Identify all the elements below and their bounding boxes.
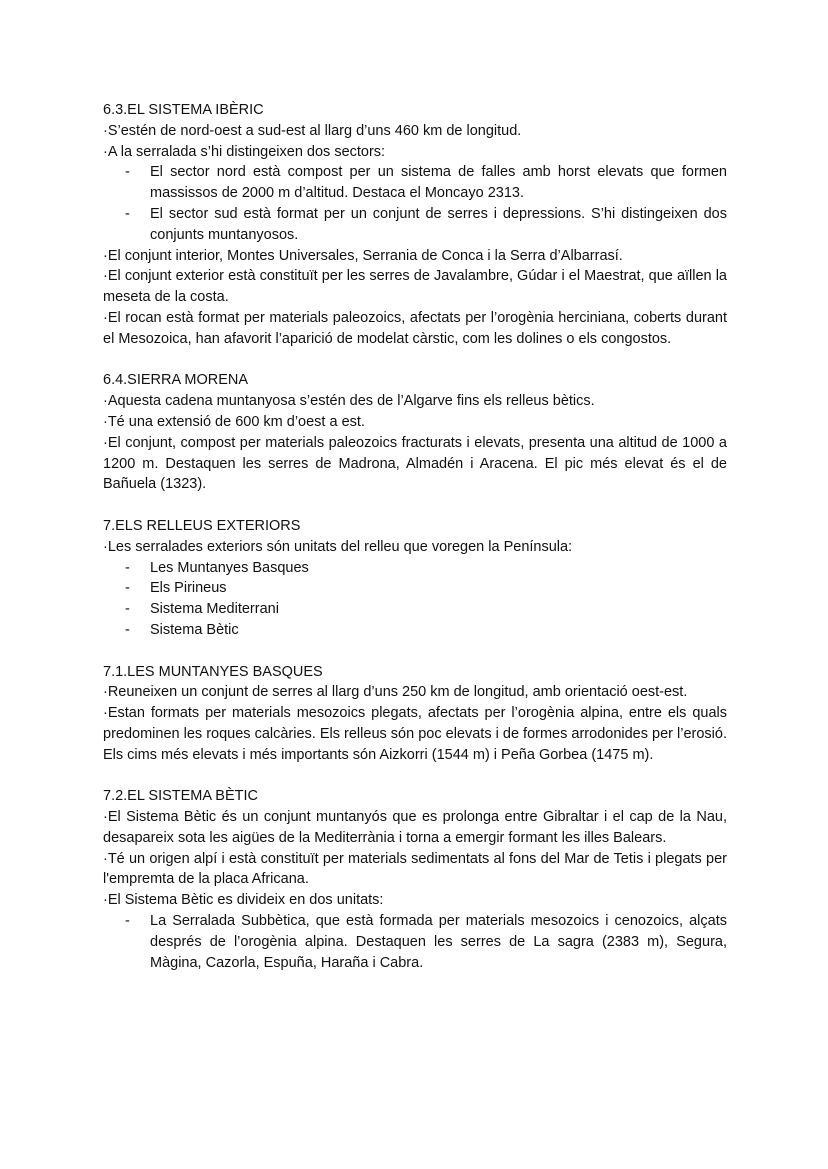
section-heading: 6.4.SIERRA MORENA <box>103 372 249 389</box>
paragraph: ·A la serralada s’hi distingeixen dos sectors: <box>103 143 386 160</box>
section-sistema-iberic <box>103 100 727 350</box>
list-item <box>103 599 727 620</box>
list-item <box>103 578 727 599</box>
list-item-text: El sector nord està compost per un sistema de falles amb horst elevats que formen massissos de 2000 m d’altitud. Destaca el Moncayo 2313. <box>150 164 727 202</box>
paragraph: ·El rocan està format per materials paleozoics, afectats per l’orogènia herciniana, coberts durant el Mesozoica, han afavorit l’aparició de modelat càrstic, com les dolines o els congostos. <box>103 309 727 347</box>
section-heading: 6.3.EL SISTEMA IBÈRIC <box>103 102 264 118</box>
paragraph: ·S’estén de nord-oest a sud-est al llarg d’uns 460 km de longitud. <box>103 122 522 139</box>
list-item <box>103 620 727 641</box>
list-item <box>103 558 727 579</box>
paragraph: ·Aquesta cadena muntanyosa s’estén des de l’Algarve fins els relleus bètics. <box>103 393 595 410</box>
section-relleus-exteriors <box>103 516 727 641</box>
paragraph: ·El Sistema Bètic es divideix en dos unitats: <box>103 892 384 909</box>
dash-bullet: - <box>125 913 130 930</box>
list-item-text: Les Muntanyes Basques <box>150 559 309 576</box>
section-sierra-morena <box>103 370 727 495</box>
section-heading: 7.2.EL SISTEMA BÈTIC <box>103 788 258 805</box>
paragraph: ·Reuneixen un conjunt de serres al llarg d’uns 250 km de longitud, amb orientació oest-est. <box>103 684 688 701</box>
list-item <box>103 162 727 204</box>
dash-bullet: - <box>125 205 130 222</box>
paragraph: ·El conjunt interior, Montes Universales, Serrania de Conca i la Serra d’Albarrasí. <box>103 247 623 264</box>
list-item <box>103 204 727 246</box>
dash-bullet: - <box>125 580 130 597</box>
list-item-text: Sistema Bètic <box>150 621 239 638</box>
dash-bullet: - <box>125 559 130 576</box>
dash-bullet: - <box>125 164 130 181</box>
list-item-text: Els Pirineus <box>150 580 227 597</box>
list-item-text: Sistema Mediterrani <box>150 601 279 618</box>
list-item <box>103 911 727 973</box>
paragraph: ·Les serralades exteriors són unitats del relleu que voregen la Península: <box>103 538 573 555</box>
paragraph: ·Té una extensió de 600 km d’oest a est. <box>103 413 365 430</box>
section-heading: 7.ELS RELLEUS EXTERIORS <box>103 517 301 534</box>
paragraph: ·El Sistema Bètic és un conjunt muntanyós que es prolonga entre Gibraltar i el cap de la Nau, desapareix sota les aigües de la Mediterrània i torna a emergir formant les illes Balears. <box>103 809 727 846</box>
paragraph: ·El conjunt, compost per materials paleozoics fracturats i elevats, presenta una altitud de 1000 a 1200 m. Destaquen les serres de Madrona, Almadén i Aracena. El pic més elevat és el de Bañuela (1323). <box>103 434 727 493</box>
section-heading: 7.1.LES MUNTANYES BASQUES <box>103 663 323 680</box>
paragraph: ·El conjunt exterior està constituït per les serres de Javalambre, Gúdar i el Maestrat, que aïllen la meseta de la costa. <box>103 268 727 306</box>
section-muntanyes-basques <box>103 662 727 766</box>
dash-bullet: - <box>125 621 130 638</box>
list-item-text: La Serralada Subbètica, que està formada per materials mesozoics i cenozoics, alçats després de l’orogènia alpina. Destaquen les serres de La sagra (2383 m), Segura, Màgina, Cazorla, Espuña, Haraña i Cabra. <box>150 913 727 971</box>
document-page <box>103 100 727 994</box>
section-sistema-betic <box>103 786 727 973</box>
list-item-text: El sector sud està format per un conjunt de serres i depressions. S’hi distingeixen dos conjunts muntanyosos. <box>150 205 727 243</box>
paragraph: ·Estan formats per materials mesozoics plegats, afectats per l’orogènia alpina, entre els quals predominen les roques calcàries. Els relleus són poc elevats i de formes arrodonides per l’erosió. Els cims més elevats i més importants són Aizkorri (1544 m) i Peña Gorbea (1475 m). <box>103 705 727 763</box>
paragraph: ·Té un origen alpí i està constituït per materials sedimentats al fons del Mar de Tetis i plegats per l'empremta de la placa Africana. <box>103 850 727 888</box>
dash-bullet: - <box>125 601 130 618</box>
